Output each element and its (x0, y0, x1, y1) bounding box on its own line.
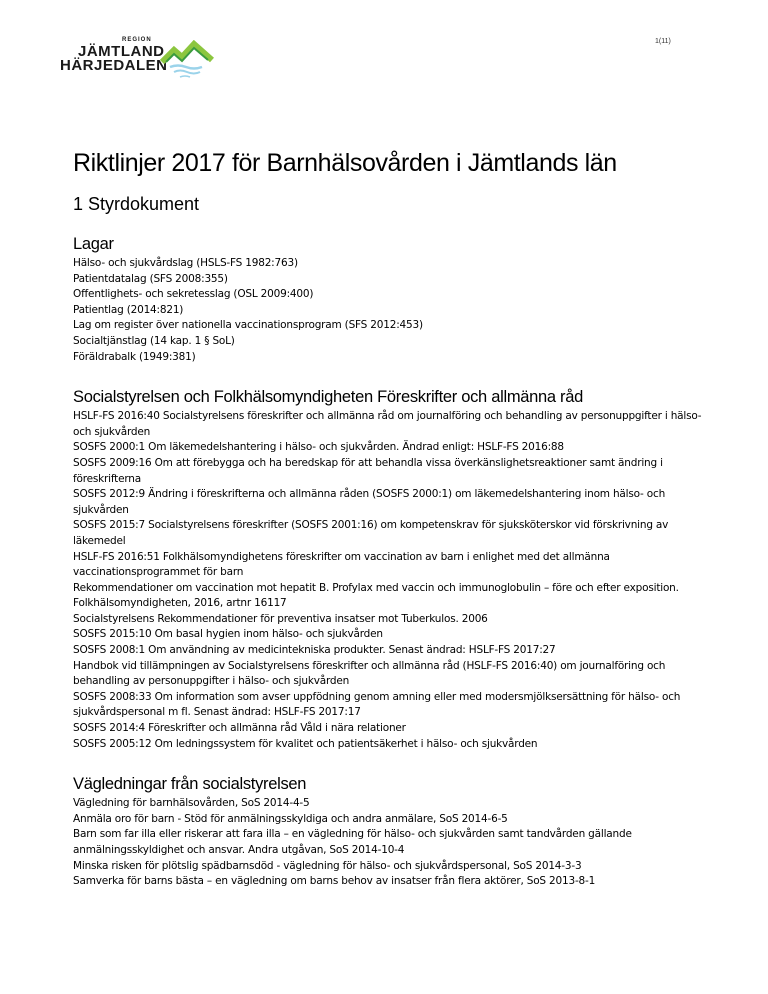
list-item: Anmäla oro för barn - Stöd för anmälningsskyldiga och andra anmälare, SoS 2014-6-5 (73, 812, 508, 825)
reference-list (73, 796, 713, 890)
logo-region-text: REGION (122, 37, 152, 43)
list-item: SOSFS 2014:4 Föreskrifter och allmänna råd Våld i nära relationer (73, 722, 406, 735)
list-item: SOSFS 2008:1 Om användning av medicintekniska produkter. Senast ändrad: HSLF-FS 2017:27 (73, 644, 556, 657)
list-item: HSLF-FS 2016:51 Folkhälsomyndighetens föreskrifter om vaccination av barn i enlighet med det allmänna vaccinationsprogrammet för barn (73, 550, 610, 579)
list-item: Socialtjänstlag (14 kap. 1 § SoL) (73, 334, 235, 347)
list-item: SOSFS 2005:12 Om ledningssystem för kvalitet och patientsäkerhet i hälso- och sjukvården (73, 737, 538, 750)
list-item: SOSFS 2015:7 Socialstyrelsens föreskrifter (SOSFS 2001:16) om kompetenskrav för sjuksköterskor vid förskrivning av läkemedel (73, 519, 669, 547)
list-item: SOSFS 2012:9 Ändring i föreskrifterna och allmänna råden (SOSFS 2000:1) om läkemedelshantering inom hälso- och sjukvården (73, 488, 666, 516)
list-item: Patientdatalag (SFS 2008:355) (73, 272, 228, 285)
section-foreskrifter (73, 387, 713, 752)
list-item: Hälso- och sjukvårdslag (HSLS-FS 1982:763) (73, 257, 298, 269)
list-item: Lag om register över nationella vaccinationsprogram (SFS 2012:453) (73, 319, 423, 332)
section-vagledningar (73, 774, 713, 890)
document-title: Riktlinjer 2017 för Barnhälsovården i Jämtlands län (73, 149, 617, 177)
list-item: Föräldrabalk (1949:381) (73, 350, 196, 363)
mountain-logo-icon (160, 40, 214, 80)
section-heading: Lagar (73, 235, 114, 253)
list-item: Handbok vid tillämpningen av Socialstyrelsens föreskrifter och allmänna råd (HSLF-FS 2016:40) om journalföring och behandling av personuppgifter i hälso- och sjukvården (73, 659, 666, 688)
list-item: Rekommendationer om vaccination mot hepatit B. Profylax med vaccin och immunoglobulin – före och efter exposition. Folkhälsomyndigheten, 2016, artnr 16117 (73, 581, 679, 610)
list-item: SOSFS 2000:1 Om läkemedelshantering i hälso- och sjukvården. Ändrad enligt: HSLF-FS 2016:88 (73, 441, 564, 454)
logo-line2: HÄRJEDALEN (60, 57, 168, 74)
list-item: SOSFS 2008:33 Om information som avser uppfödning genom amning eller med modersmjölksersättning för hälso- och sjukvårdspersonal m fl. Senast ändrad: HSLF-FS 2017:17 (73, 690, 681, 719)
list-item: Minska risken för plötslig spädbarnsdöd - vägledning för hälso- och sjukvårdspersonal, SoS 2014-3-3 (73, 859, 582, 872)
reference-list (73, 409, 713, 752)
page-number: 1(11) (655, 38, 671, 45)
list-item: Barn som far illa eller riskerar att fara illa – en vägledning för hälso- och sjukvården samt tandvården gällande anmälningsskyldighet och ansvar. Andra utgåvan, SoS 2014-10-4 (73, 828, 632, 856)
list-item: Samverka för barns bästa – en vägledning om barns behov av insatser från flera aktörer, SoS 2013-8-1 (73, 875, 596, 888)
section-lagar (73, 234, 713, 365)
list-item: Patientlag (2014:821) (73, 303, 184, 316)
section-heading: Socialstyrelsen och Folkhälsomyndigheten Föreskrifter och allmänna råd (73, 388, 584, 407)
list-item: SOSFS 2015:10 Om basal hygien inom hälso- och sjukvården (73, 628, 383, 641)
list-item: Socialstyrelsens Rekommendationer för preventiva insatser mot Tuberkulos. 2006 (73, 612, 488, 625)
region-logo (60, 36, 215, 82)
reference-list (73, 256, 713, 365)
list-item: SOSFS 2009:16 Om att förebygga och ha beredskap för att behandla vissa överkänslighetsreaktioner samt ändring i föreskrifterna (73, 456, 663, 485)
section-heading: Vägledningar från socialstyrelsen (73, 775, 307, 794)
list-item: Offentlighets- och sekretesslag (OSL 2009:400) (73, 288, 314, 301)
document-body (73, 148, 713, 912)
logo-line1: JÄMTLAND (78, 43, 165, 60)
list-item: HSLF-FS 2016:40 Socialstyrelsens föreskrifter och allmänna råd om journalföring och behandling av personuppgifter i hälso- och sjukvården (73, 410, 702, 438)
list-item: Vägledning för barnhälsovården, SoS 2014-4-5 (73, 797, 310, 810)
chapter-heading: 1 Styrdokument (73, 194, 200, 214)
